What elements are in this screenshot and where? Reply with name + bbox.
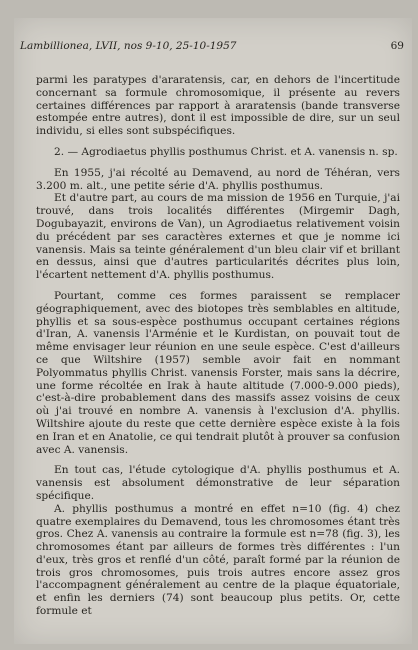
journal-citation: Lambillionea, LVII, nos 9-10, 25-10-1957 (20, 40, 237, 52)
paragraph: En 1955, j'ai récolté au Demavend, au nord de Téhéran, vers 3.200 m. alt., une petite série d'A. phyllis posthumus. (36, 166, 400, 192)
body-text (36, 74, 400, 618)
page-number: 69 (390, 40, 404, 52)
paragraph: En tout cas, l'étude cytologique d'A. phyllis posthumus et A. vanensis est absolument démonstrative de leur séparation spécifique. (36, 464, 400, 502)
section-heading: 2. — Agrodiaetus phyllis posthumus Christ. et A. vanensis n. sp. (54, 145, 398, 158)
document-page (14, 18, 412, 644)
paragraph: Et d'autre part, au cours de ma mission de 1956 en Turquie, j'ai trouvé, dans trois localités différentes (Mirgemir Dagh, Dogubayazit, environs de Van), un Agrodiaetus relativement voisin du précédent par ses caractères externes et que je nomme ici vanensis. Mais sa teinte généralement d'un bleu clair vif et brillant en dessus, ainsi que d'autres particularités décrites plus loin, l'écartent nettement d'A. phyllis posthumus. (36, 192, 400, 282)
running-header (20, 40, 404, 54)
paragraph: Pourtant, comme ces formes paraissent se remplacer géographiquement, avec des biotopes très semblables en altitude, phyllis et sa sous-espèce posthumus occupant certaines régions d'Iran, A. vanensis l'Arménie et le Kurdistan, on pouvait tout de même envisager leur réunion en une seule espèce. C'est d'ailleurs ce que Wiltshire (1957) semble avoir fait en nommant Polyommatus phyllis Christ. vanensis Forster, mais sans la décrire, une forme récoltée en Irak à haute altitude (7.000-9.000 pieds), c'est-à-dire probablement dans des massifs assez voisins de ceux où j'ai trouvé en nombre A. vanensis à l'exclusion d'A. phyllis. Wiltshire ajoute du reste que cette dernière espèce existe à la fois en Iran et en Anatolie, ce qui tendrait plutôt à prouver sa confusion avec A. vanensis. (36, 289, 400, 456)
paragraph: A. phyllis posthumus a montré en effet n=10 (fig. 4) chez quatre exemplaires du Demavend, tous les chromosomes étant très gros. Chez A. vanensis au contraire la formule est n=78 (fig. 3), les chromosomes étant par ailleurs de formes très différentes : l'un d'eux, très gros et renflé d'un côté, paraît formé par la réunion de trois gros chromosomes, puis trois autres encore assez gros l'accompagnent généralement au centre de la plaque équatoriale, et enfin les derniers (74) sont beaucoup plus petits. Or, cette formule et (36, 502, 400, 618)
paragraph: parmi les paratypes d'araratensis, car, en dehors de l'incertitude concernant sa formule chromosomique, il présente au revers certaines différences par rapport à araratensis (bande transverse estompée entre autres), dont il est impossible de dire, sur un seul individu, si elles sont subspécifiques. (36, 74, 400, 138)
